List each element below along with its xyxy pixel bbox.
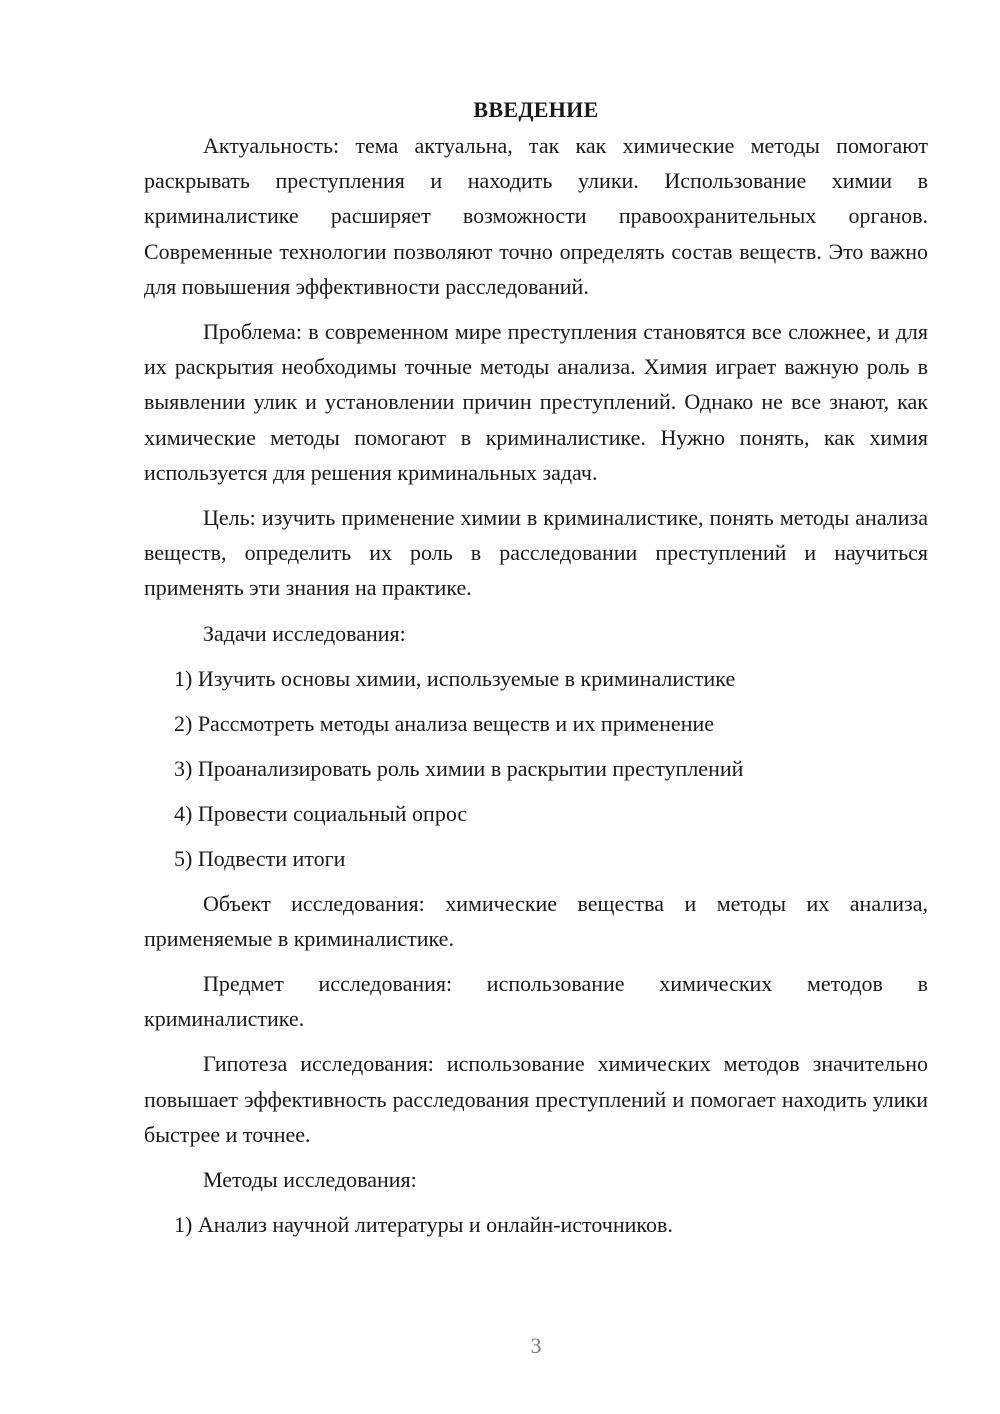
methods-heading: Методы исследования: xyxy=(203,1167,417,1193)
task-item-4: 4) Провести социальный опрос xyxy=(174,800,468,826)
task-item-1: 1) Изучить основы химии, используемые в криминалистике xyxy=(174,665,736,691)
subject-paragraph: Предмет исследования: использование химических методов в криминалистике. xyxy=(144,971,928,1032)
hypothesis-paragraph: Гипотеза исследования: использование химических методов значительно повышает эффективность расследования преступлений и помогает находить улики быстрее и точнее. xyxy=(144,1051,928,1147)
page-number: 3 xyxy=(530,1333,542,1358)
tasks-list xyxy=(144,661,928,876)
section-title: ВВЕДЕНИЕ xyxy=(473,97,599,122)
tasks-heading: Задачи исследования: xyxy=(203,620,406,646)
method-item-1: 1) Анализ научной литературы и онлайн-источников. xyxy=(174,1212,673,1238)
task-item-5: 5) Подвести итоги xyxy=(174,845,346,871)
methods-list xyxy=(144,1207,928,1242)
task-item-3: 3) Проанализировать роль химии в раскрытии преступлений xyxy=(174,755,744,781)
relevance-paragraph: Актуальность: тема актуальна, так как химические методы помогают раскрывать преступления и находить улики. Использование химии в криминалистике расширяет возможности правоохранительных органов. Современные технологии позволяют точно определять состав веществ. Это важно для повышения эффективности расследований. xyxy=(144,133,928,299)
task-item-2: 2) Рассмотреть методы анализа веществ и их применение xyxy=(174,710,715,736)
problem-paragraph: Проблема: в современном мире преступления становятся все сложнее, и для их раскрытия необходимы точные методы анализа. Химия играет важную роль в выявлении улик и установлении причин преступлений. Однако не все знают, как химические методы помогают в криминалистике. Нужно понять, как химия используется для решения криминальных задач. xyxy=(144,319,928,485)
goal-paragraph: Цель: изучить применение химии в криминалистике, понять методы анализа веществ, определить их роль в расследовании преступлений и научиться применять эти знания на практике. xyxy=(144,505,928,601)
object-paragraph: Объект исследования: химические вещества и методы их анализа, применяемые в криминалистике. xyxy=(144,890,928,951)
page-content xyxy=(144,92,928,1242)
